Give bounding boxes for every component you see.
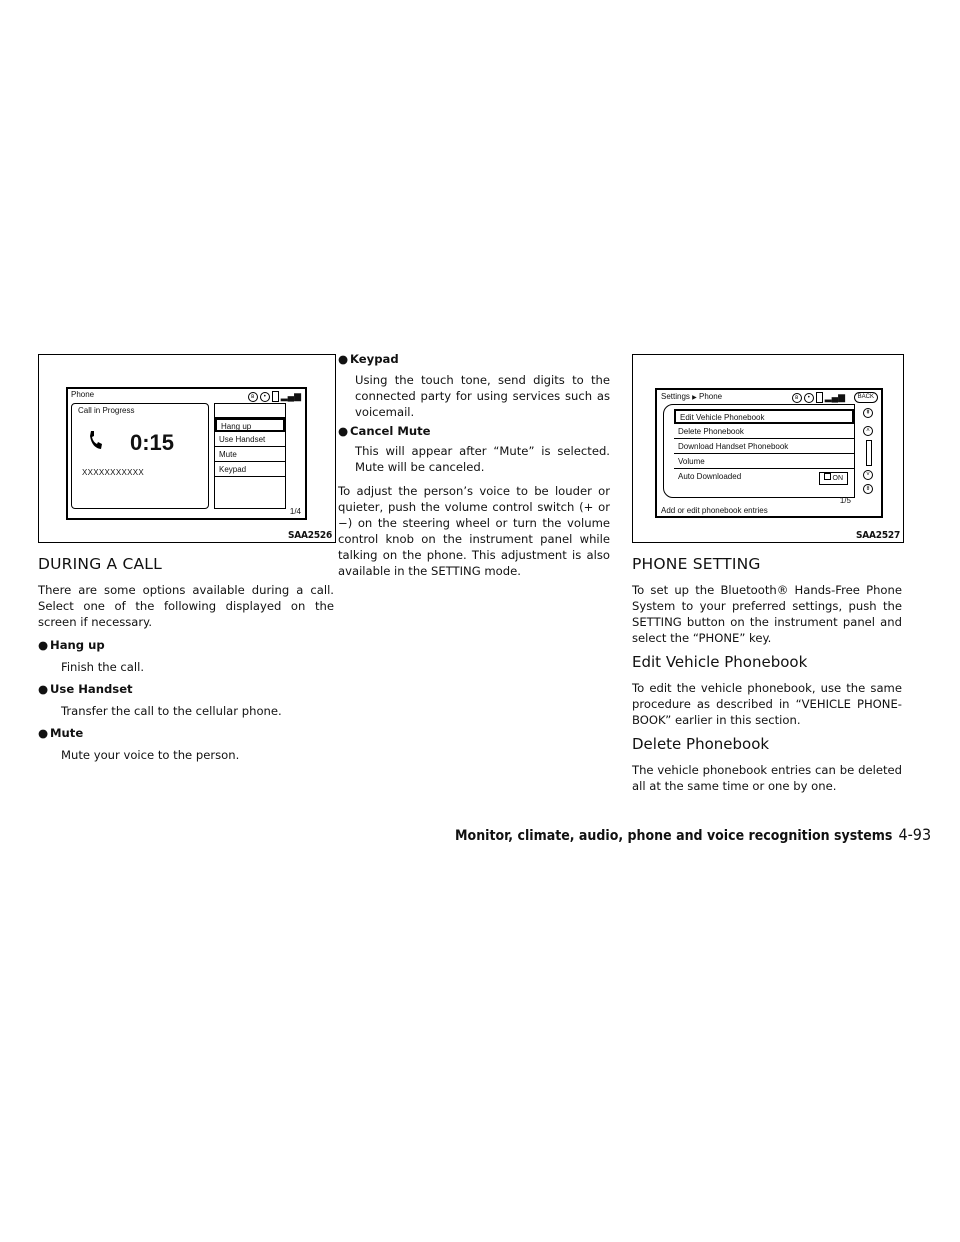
toggle-indicator-icon [824,473,831,480]
bullet-hang-up [38,637,105,653]
scroll-bottom-icon[interactable]: ⇟ [863,484,873,494]
battery-icon [816,392,823,403]
heading-delete-phonebook: Delete Phonebook [632,735,770,753]
bullet-label: Cancel Mute [350,424,431,438]
bullet-dot: ● [338,424,349,438]
bullet-label: Hang up [50,638,105,652]
page-number: 4-93 [898,825,932,844]
bullet-desc: Finish the call. [61,660,145,674]
auto-download-toggle[interactable] [819,472,849,485]
menu-item-use-handset[interactable]: Use Handset [215,433,285,447]
back-button[interactable]: BACK [854,392,878,403]
menu-item-edit-vehicle-phonebook[interactable]: Edit Vehicle Phonebook [674,409,854,424]
bullet-mute [38,725,83,741]
call-menu [214,403,286,509]
menu-item-empty [215,404,285,418]
screen-title: Phone [71,390,95,399]
panel-title: Call in Progress [78,406,135,415]
heading-edit-vehicle-phonebook: Edit Vehicle Phonebook [632,653,808,671]
scroll-down-icon[interactable]: ˅ [863,470,873,480]
scroll-up-icon[interactable]: ˄ [863,426,873,436]
figure-phone-settings [632,354,904,543]
bullet-dot: ● [38,638,49,652]
heading-during-a-call: DURING A CALL [38,555,162,573]
connection-icon: • [804,393,814,403]
toggle-label: ON [832,475,843,482]
caller-number: XXXXXXXXXXX [82,468,144,477]
menu-item-hang-up[interactable]: Hang up [215,418,285,432]
breadcrumb [661,392,722,403]
call-panel [71,403,209,509]
menu-item-keypad[interactable]: Keypad [215,463,285,477]
settings-screen [655,388,883,518]
page-footer [455,825,931,844]
scroll-top-icon[interactable]: ⇞ [863,408,873,418]
scrollbar-track[interactable] [866,440,872,466]
bullet-desc: Transfer the call to the cellular phone. [61,704,282,718]
call-timer: 0:15 [130,430,175,455]
bullet-desc: This will appear after “Mute” is selected. Mute will be canceled. [355,444,610,474]
bullet-desc: Mute your voice to the person. [61,748,240,762]
intro-paragraph: There are some options available during a call. Select one of the following displayed on the screen if necessary. [38,583,334,629]
bullet-desc: Using the touch tone, send digits to the connected party for using services such as voicemail. [355,373,610,419]
heading-phone-setting: PHONE SETTING [632,555,761,573]
delete-phonebook-paragraph: The vehicle phonebook entries can be deleted all at the same time or one by one. [632,763,902,793]
phone-handset-icon [88,430,102,450]
settings-menu [663,404,855,498]
menu-item-delete-phonebook[interactable]: Delete Phonebook [674,425,854,439]
bullet-dot: ● [38,682,49,696]
footer-section-title: Monitor, climate, audio, phone and voice recognition systems [455,828,893,844]
breadcrumb-settings[interactable]: Settings [661,392,690,401]
status-icons [792,392,845,403]
bullet-label: Use Handset [50,682,133,696]
scroll-controls [861,404,877,496]
phone-setting-intro: To set up the Bluetooth® Hands-Free Phone System to your preferred settings, push the SETTING button on the instrument panel and select the “PHONE” key. [632,583,902,645]
menu-item-mute[interactable]: Mute [215,448,285,462]
battery-icon [272,391,279,402]
menu-item-volume[interactable]: Volume [674,455,854,469]
breadcrumb-phone: Phone [699,392,723,401]
bullet-label: Keypad [350,352,399,366]
phone-screen [66,387,307,520]
volume-paragraph: To adjust the person’s voice to be louder or quieter, push the volume control switch (+ or −) on the steering wheel or turn the volume control knob on the instrument panel while talking on the phone. This adjustment is also available in the SETTING mode. [338,484,610,578]
signal-icon: ▂▄▆ [824,392,845,402]
bullet-label: Mute [50,726,84,740]
hint-text: Add or edit phonebook entries [661,506,768,515]
menu-item-download-handset-phonebook[interactable]: Download Handset Phonebook [674,440,854,454]
bluetooth-icon: ʙ [792,393,802,403]
bullet-cancel-mute [338,423,431,439]
page-indicator: 1/4 [289,507,301,516]
bullet-use-handset [38,681,133,697]
breadcrumb-arrow-icon: ▶ [692,395,697,401]
bullet-keypad [338,351,399,367]
page-indicator: 1/5 [839,496,851,505]
edit-phonebook-paragraph: To edit the vehicle phonebook, use the same procedure as described in “VEHICLE PHONE-BOOK” earlier in this section. [632,681,902,727]
menu-item-auto-downloaded[interactable]: Auto Downloaded [678,472,742,481]
figure-code: SAA2526 [287,530,332,541]
signal-icon: ▂▄▆ [280,391,301,401]
connection-icon: • [260,392,270,402]
status-icons [248,391,301,402]
figure-call-in-progress [38,354,336,543]
bullet-dot: ● [338,352,349,366]
bullet-dot: ● [38,726,49,740]
figure-code: SAA2527 [855,530,900,541]
bluetooth-icon: ʙ [248,392,258,402]
